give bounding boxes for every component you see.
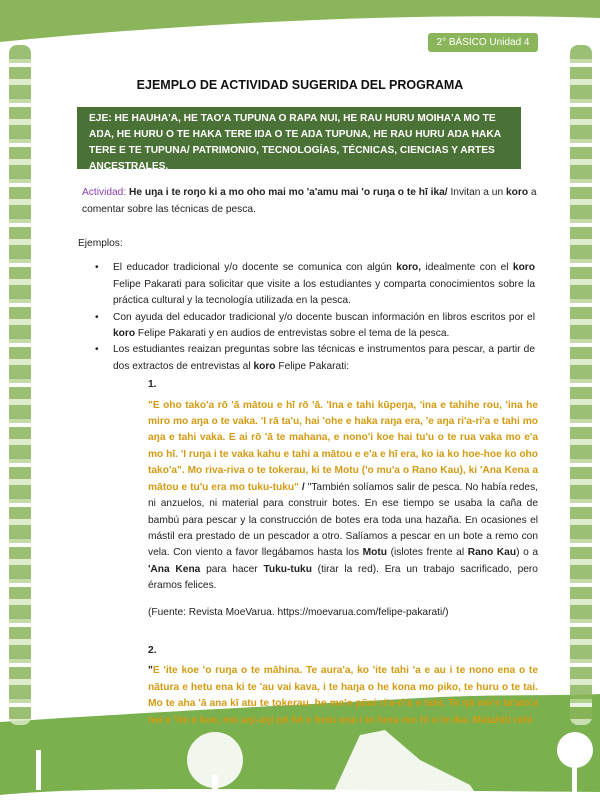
right-ornament-border [570,45,592,725]
text-segment: idealmente con el [421,262,513,274]
text-segment: "También solíamos salir de pesca. No había redes, ni anzuelos, ni material para construir botes. En ese tiempo se usaba la caña de bambú para pescar y la construcción de botes era toda una hazaña. En ocasiones el mástil era prestado de un pescador a otro. Salíamos a pescar en un bote a remo con vela. Con viento a favor llegábamos hasta los [148,481,539,559]
text-segment: " [148,665,153,677]
text-segment: Motu [362,547,387,559]
text-segment: Felipe Pakarati para solicitar que visite a los estudiantes y comparta conocimientos sobre la práctica cultural y la tecnología utilizada en la pesca. [113,278,535,307]
examples-label: Ejemplos: [78,238,123,249]
text-segment: Tuku-tuku [263,563,312,575]
text-segment: koro [113,328,136,340]
text-segment: Felipe Pakarati: [275,360,350,372]
text-segment: "E oho tako'a rō 'ā mātou e hī rō 'ā. 'Ina e tahi kūpeŋa, 'ina e tahihe rou, 'ina he miro mo aŋa o te vaka. 'I rā ta'u, hai 'ohe e haka raŋa era, 'e aŋa ri'a-ri'a e tahi mo aŋa e tahi vaka. E ai rō 'ā te mahana, e nono'i koe hai tu'u o te rua vaka mo e'a mo hī. 'I ruŋa i te vaka kahu e tahi a mātou e e'a e hī era, ko ia ko hoe-hoe ko oho tako'a". Mo riva-riva o te tokerau, ki te Motu ('o mu'a o Rano Kau), ki 'Ana Kena a mātou e tu'u era mo tuku-tuku" [148,399,538,493]
text-segment: He uŋa i te roŋo ki a mo oho mai mo 'a'amu mai 'o ruŋa o te hī ika/ [126,187,448,198]
text-segment: Con ayuda del educador tradicional y/o docente buscan información en libros escritos por el [113,311,535,323]
text-segment: koro [253,360,276,372]
text-segment: E 'ite koe 'o ruŋa o te māhina. Te aura'a, ko 'ite tahi 'a e au i te nono ena o te nātura e hetu ena ki te 'au vai kava, i te haŋa o he kona mo piko, te huru o te tai. Mo te aha 'ā ana kī atu te tokerau, he me'e pūai ri'a-ri'a e tahi. Te ŋā me'e ta'ato'a nei e 'ite e koe, mo aŋi-aŋi pē hē e hetu ena i te hora mo hī o te ika. Matahiti rahi [148,665,538,726]
eje-banner: EJE: HE HAUHA'A, HE TAO'A TUPUNA O RAPA NUI, HE RAU HURU MOIHA'A MO TE AŊA, HE HURU O TE HAKA TERE IŊA O TE AŊA TUPUNA, HE RAU HURU AŊA HAKA TERE E TE TUPUNA/ PATRIMONIO, TECNOLOGÍAS, TÉCNICAS, CIENCIAS Y ARTES ANCESTRALES. [77,107,521,169]
extract-1-number: 1. [148,379,157,391]
text-segment: koro [505,187,529,198]
left-ornament-border [9,45,31,725]
text-segment: 'Ana Kena [148,563,201,575]
main-content [78,184,540,729]
activity-description [82,184,540,218]
text-segment: ) o a [516,547,539,559]
extract-2-number: 2. [148,644,157,656]
text-segment: / [298,481,308,493]
text-segment: para hacer [200,563,264,575]
grade-unit-tab: 2° BÁSICO Unidad 4 [428,33,538,52]
text-segment: (tirar la red). Era un trabajo sacrificado, pero éramos felices. [148,563,538,592]
extract-1-source: (Fuente: Revista MoeVarua. https://moevarua.com/felipe-pakarati/) [148,606,449,618]
text-segment: Rano Kau [467,547,517,559]
extract-1-text [148,398,538,595]
list-item [95,342,535,375]
text-segment: Actividad: [82,187,127,198]
page-title: EJEMPLO DE ACTIVIDAD SUGERIDA DEL PROGRAMA [136,78,464,92]
examples-list [95,260,535,375]
text-segment: (islotes frente al [387,547,468,559]
list-item [95,260,535,309]
text-segment: koro, [396,262,422,274]
text-segment: El educador tradicional y/o docente se comunica con algún [113,262,397,274]
text-segment: a comentar sobre las técnicas de pesca. [82,187,537,215]
text-segment: Invitan a un [447,187,506,198]
text-segment: Los estudiantes reaizan preguntas sobre las técnicas e instrumentos para pescar, a partir de dos extractos de entrevistas al [113,344,535,372]
extract-2-text [148,663,538,729]
text-segment: koro [512,262,535,274]
list-item [95,310,535,343]
text-segment: Felipe Pakarati y en audios de entrevistas sobre el tema de la pesca. [135,328,450,340]
